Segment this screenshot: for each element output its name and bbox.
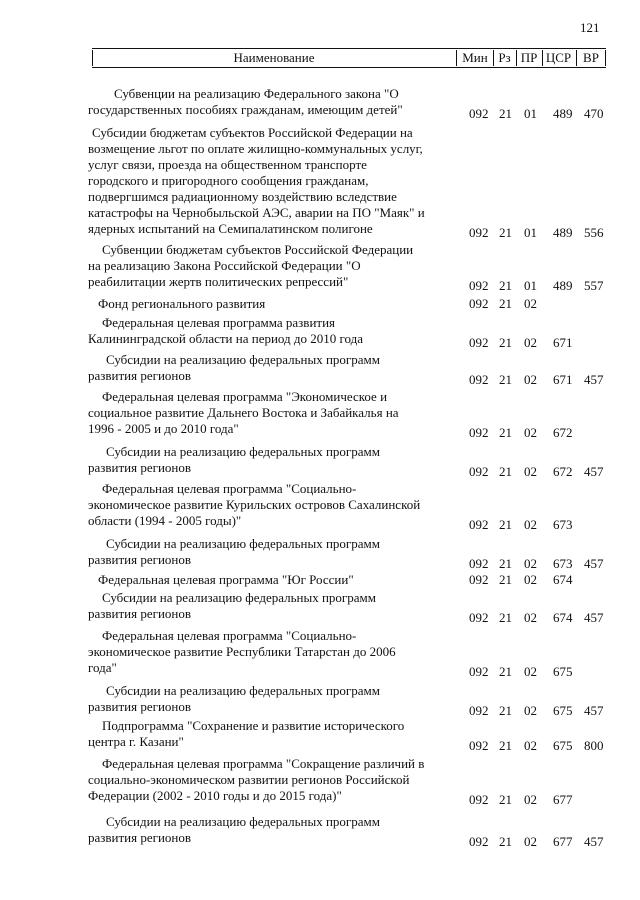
code-vr: 457 bbox=[584, 834, 604, 849]
row-name-line: Субсидии на реализацию федеральных программ bbox=[106, 352, 380, 367]
header-csr: ЦСР bbox=[545, 50, 572, 65]
code-rz: 21 bbox=[499, 556, 512, 571]
code-min: 092 bbox=[469, 610, 489, 625]
row-name bbox=[88, 352, 460, 384]
row-name-line: катастрофы на Чернобыльской АЭС, аварии на ПО "Маяк" и bbox=[88, 205, 425, 220]
row-name-line: государственных пособиях гражданам, имеющим детей" bbox=[88, 102, 403, 117]
row-name bbox=[88, 481, 460, 529]
code-pr: 01 bbox=[524, 225, 537, 240]
code-csr: 673 bbox=[553, 517, 573, 532]
code-min: 092 bbox=[469, 738, 489, 753]
row-name-line: развития регионов bbox=[88, 460, 192, 475]
row-name-line: экономическое развитие Курильских островов Сахалинской bbox=[88, 497, 421, 512]
row-name-line: подвергшимся радиационному воздействию вследствие bbox=[88, 189, 397, 204]
code-csr: 489 bbox=[553, 225, 573, 240]
header-right-border bbox=[605, 50, 606, 66]
row-name bbox=[88, 628, 460, 676]
row-name-line: Субсидии на реализацию федеральных программ bbox=[106, 814, 380, 829]
code-csr: 677 bbox=[553, 792, 573, 807]
code-pr: 02 bbox=[524, 464, 537, 479]
row-name-line: области (1994 - 2005 годы)" bbox=[88, 513, 242, 528]
code-pr: 02 bbox=[524, 296, 537, 311]
code-min: 092 bbox=[469, 296, 489, 311]
code-rz: 21 bbox=[499, 425, 512, 440]
code-pr: 02 bbox=[524, 792, 537, 807]
code-vr: 470 bbox=[584, 106, 604, 121]
code-min: 092 bbox=[469, 106, 489, 121]
row-name-line: экономическое развитие Республики Татарстан до 2006 bbox=[88, 644, 396, 659]
code-csr: 672 bbox=[553, 464, 573, 479]
row-name bbox=[88, 86, 460, 118]
code-csr: 671 bbox=[553, 335, 573, 350]
row-name-line: развития регионов bbox=[88, 699, 192, 714]
code-pr: 02 bbox=[524, 517, 537, 532]
code-min: 092 bbox=[469, 517, 489, 532]
row-name-line: Федеральная целевая программа "Социально- bbox=[102, 628, 357, 643]
code-rz: 21 bbox=[499, 610, 512, 625]
code-pr: 01 bbox=[524, 278, 537, 293]
code-vr: 556 bbox=[584, 225, 604, 240]
row-name bbox=[88, 242, 460, 290]
row-name bbox=[88, 296, 460, 312]
code-min: 092 bbox=[469, 792, 489, 807]
code-pr: 02 bbox=[524, 372, 537, 387]
row-name-line: Субвенции на реализацию Федерального закона "О bbox=[114, 86, 399, 101]
row-name bbox=[88, 315, 460, 347]
row-name bbox=[88, 683, 460, 715]
row-name-line: развития регионов bbox=[88, 368, 192, 383]
code-min: 092 bbox=[469, 372, 489, 387]
row-name-line: Субсидии на реализацию федеральных программ bbox=[106, 444, 380, 459]
row-name-line: развития регионов bbox=[88, 552, 192, 567]
header-name: Наименование bbox=[233, 50, 315, 65]
code-rz: 21 bbox=[499, 296, 512, 311]
row-name-line: услуг связи, проезда на общественном транспорте bbox=[88, 157, 367, 172]
row-name bbox=[88, 125, 460, 237]
row-name bbox=[88, 536, 460, 568]
row-name-line: Фонд регионального развития bbox=[98, 296, 266, 311]
code-min: 092 bbox=[469, 335, 489, 350]
code-csr: 677 bbox=[553, 834, 573, 849]
code-csr: 675 bbox=[553, 738, 573, 753]
row-name-line: развития регионов bbox=[88, 830, 192, 845]
code-vr: 457 bbox=[584, 464, 604, 479]
code-csr: 673 bbox=[553, 556, 573, 571]
table-header bbox=[92, 48, 606, 68]
row-name-line: Калининградской области на период до 2010 года bbox=[88, 331, 364, 346]
header-min: Мин bbox=[462, 50, 488, 65]
row-name-line: Федеральная целевая программа "Социально- bbox=[102, 481, 357, 496]
code-vr: 457 bbox=[584, 610, 604, 625]
header-divider bbox=[456, 50, 457, 66]
row-name-line: Субсидии на реализацию федеральных программ bbox=[102, 590, 376, 605]
code-vr: 457 bbox=[584, 372, 604, 387]
row-name bbox=[88, 572, 460, 588]
row-name-line: Субсидии на реализацию федеральных программ bbox=[106, 683, 380, 698]
code-pr: 02 bbox=[524, 664, 537, 679]
row-name-line: Федеральная целевая программа "Юг России" bbox=[98, 572, 354, 587]
header-vr: ВР bbox=[583, 50, 599, 65]
row-name-line: развития регионов bbox=[88, 606, 192, 621]
row-name bbox=[88, 444, 460, 476]
code-csr: 672 bbox=[553, 425, 573, 440]
code-rz: 21 bbox=[499, 517, 512, 532]
code-min: 092 bbox=[469, 572, 489, 587]
row-name bbox=[88, 756, 460, 804]
code-rz: 21 bbox=[499, 703, 512, 718]
code-rz: 21 bbox=[499, 372, 512, 387]
code-vr: 457 bbox=[584, 556, 604, 571]
code-vr: 557 bbox=[584, 278, 604, 293]
row-name-line: Субсидии бюджетам субъектов Российской Федерации на bbox=[92, 125, 413, 140]
code-csr: 675 bbox=[553, 703, 573, 718]
code-pr: 02 bbox=[524, 556, 537, 571]
code-csr: 671 bbox=[553, 372, 573, 387]
code-rz: 21 bbox=[499, 225, 512, 240]
code-pr: 02 bbox=[524, 703, 537, 718]
code-rz: 21 bbox=[499, 464, 512, 479]
row-name-line: 1996 - 2005 и до 2010 года" bbox=[88, 421, 239, 436]
header-rz: Рз bbox=[498, 50, 511, 65]
code-csr: 674 bbox=[553, 610, 573, 625]
code-pr: 02 bbox=[524, 572, 537, 587]
code-min: 092 bbox=[469, 834, 489, 849]
row-name-line: Федеральная целевая программа "Сокращение различий в bbox=[102, 756, 425, 771]
code-rz: 21 bbox=[499, 792, 512, 807]
code-min: 092 bbox=[469, 464, 489, 479]
row-name-line: Федеральная целевая программа развития bbox=[102, 315, 336, 330]
code-rz: 21 bbox=[499, 834, 512, 849]
code-min: 092 bbox=[469, 425, 489, 440]
code-rz: 21 bbox=[499, 106, 512, 121]
row-name-line: года" bbox=[88, 660, 117, 675]
code-pr: 02 bbox=[524, 425, 537, 440]
row-name-line: социальное развитие Дальнего Востока и Забайкалья на bbox=[88, 405, 399, 420]
code-rz: 21 bbox=[499, 664, 512, 679]
code-min: 092 bbox=[469, 225, 489, 240]
row-name-line: Подпрограмма "Сохранение и развитие исторического bbox=[102, 718, 405, 733]
code-vr: 800 bbox=[584, 738, 604, 753]
code-vr: 457 bbox=[584, 703, 604, 718]
row-name-line: Субвенции бюджетам субъектов Российской Федерации bbox=[102, 242, 414, 257]
code-min: 092 bbox=[469, 278, 489, 293]
row-name-line: городского и пригородного сообщения гражданам, bbox=[88, 173, 369, 188]
code-pr: 02 bbox=[524, 610, 537, 625]
code-min: 092 bbox=[469, 703, 489, 718]
code-pr: 02 bbox=[524, 738, 537, 753]
row-name-line: центра г. Казани" bbox=[88, 734, 184, 749]
code-csr: 489 bbox=[553, 278, 573, 293]
code-csr: 675 bbox=[553, 664, 573, 679]
row-name-line: Федерации (2002 - 2010 годы и до 2015 года)" bbox=[88, 788, 342, 803]
code-rz: 21 bbox=[499, 738, 512, 753]
code-csr: 674 bbox=[553, 572, 573, 587]
row-name bbox=[88, 718, 460, 750]
code-pr: 02 bbox=[524, 834, 537, 849]
code-rz: 21 bbox=[499, 572, 512, 587]
row-name bbox=[88, 389, 460, 437]
row-name-line: на реализацию Закона Российской Федерации "О bbox=[88, 258, 361, 273]
code-rz: 21 bbox=[499, 278, 512, 293]
code-pr: 02 bbox=[524, 335, 537, 350]
page-number: 121 bbox=[580, 20, 600, 35]
row-name-line: социально-экономическом развитии регионов Российской bbox=[88, 772, 410, 787]
row-name bbox=[88, 590, 460, 622]
row-name-line: возмещение льгот по оплате жилищно-коммунальных услуг, bbox=[88, 141, 423, 156]
row-name-line: ядерных испытаний на Семипалатинском полигоне bbox=[88, 221, 373, 236]
code-min: 092 bbox=[469, 556, 489, 571]
row-name-line: реабилитации жертв политических репрессий" bbox=[88, 274, 349, 289]
row-name bbox=[88, 814, 460, 846]
row-name-line: Федеральная целевая программа "Экономическое и bbox=[102, 389, 388, 404]
header-pr: ПР bbox=[520, 50, 538, 65]
code-csr: 489 bbox=[553, 106, 573, 121]
code-rz: 21 bbox=[499, 335, 512, 350]
code-min: 092 bbox=[469, 664, 489, 679]
code-pr: 01 bbox=[524, 106, 537, 121]
row-name-line: Субсидии на реализацию федеральных программ bbox=[106, 536, 380, 551]
